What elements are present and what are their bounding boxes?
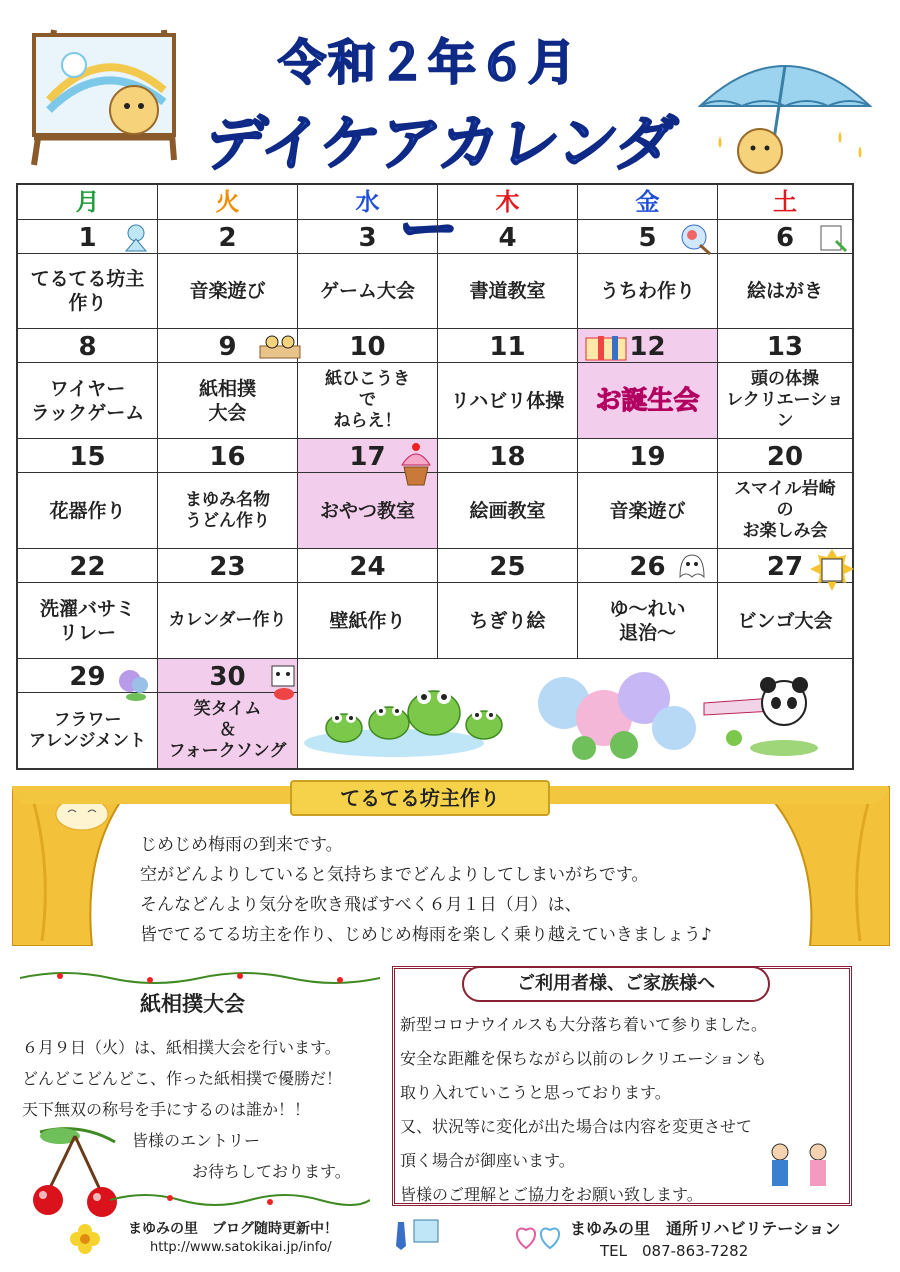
day-cell	[298, 220, 438, 329]
teruteru-icon	[118, 223, 154, 253]
day-event: 音楽遊び	[189, 280, 266, 302]
party-hat-icon	[584, 332, 630, 362]
weekday-wed: 水	[298, 185, 438, 219]
description-line: 皆でてるてる坊主を作り、じめじめ梅雨を楽しく乗り越えていきましょう♪	[140, 925, 712, 945]
day-event: 絵はがき	[746, 280, 823, 302]
day-cell	[438, 220, 578, 329]
description-line: どんどこどんどこ、作った紙相撲で優勝だ！	[22, 1069, 343, 1088]
day-number: 18	[438, 439, 577, 473]
day-event: 音楽遊び	[609, 499, 686, 522]
day-number: 10	[298, 329, 437, 363]
day-event: てるてる坊主 作り	[30, 268, 145, 314]
day-event: 紙相撲 大会	[198, 377, 256, 424]
blog-url-link[interactable]: http://www.satokikai.jp/info/	[150, 1240, 332, 1255]
gift-tie-icon	[392, 1216, 442, 1252]
notice-title: ご利用者様、ご家族様へ	[462, 966, 770, 1002]
day-event: 絵画教室	[469, 499, 546, 522]
day-event: ゲーム大会	[319, 280, 415, 302]
day-event: うちわ作り	[599, 280, 695, 302]
description-line: 皆様のエントリー	[132, 1131, 261, 1150]
day-number: 26	[578, 549, 717, 583]
description-line: ６月９日（火）は、紙相撲大会を行います。	[22, 1038, 341, 1057]
day-event: 洗濯バサミ リレー	[39, 597, 135, 644]
uchiwa-fan-icon	[678, 223, 712, 255]
day-number: 16	[158, 439, 297, 473]
notice-line: 皆様のご理解とご協力をお願い致します。	[400, 1185, 703, 1204]
description-line: お待ちしております。	[192, 1162, 351, 1181]
day-cell	[18, 439, 158, 549]
day-event: フラワー アレンジメント	[29, 709, 146, 751]
day-cell	[18, 329, 158, 439]
day-number: 8	[18, 329, 157, 363]
easel-painting-illustration	[14, 10, 184, 170]
day-number: 30	[158, 659, 297, 693]
day-event: 紙ひこうき で ねらえ！	[325, 369, 410, 431]
postcard-icon	[818, 223, 848, 253]
bingo-card-icon	[810, 549, 854, 591]
day-number: 23	[158, 549, 297, 583]
day-cell	[158, 549, 298, 659]
day-cell	[438, 439, 578, 549]
calendar-grid	[16, 183, 854, 770]
day-cell	[298, 329, 438, 439]
notice-line: 頂く場合が御座います。	[400, 1151, 575, 1170]
day-cell	[158, 439, 298, 549]
day-number: 11	[438, 329, 577, 363]
day-event: 書道教室	[469, 280, 546, 302]
sumo-section-title: 紙相撲大会	[140, 992, 245, 1016]
day-event: ビンゴ大会	[737, 609, 833, 632]
day-cell	[158, 220, 298, 329]
day-event: ワイヤー ラックゲーム	[30, 377, 145, 424]
description-line: じめじめ梅雨の到来です。	[140, 835, 343, 855]
day-cell	[718, 329, 852, 439]
day-cell	[298, 549, 438, 659]
facility-name: まゆみの里 通所リハビリテーション	[570, 1219, 841, 1238]
day-event: 壁紙作り	[329, 609, 406, 632]
day-number: 1	[18, 220, 157, 254]
day-number: 6	[718, 220, 852, 254]
hydrangea-icon	[114, 667, 154, 701]
weekday-thu: 木	[438, 185, 578, 219]
birthday-event: お誕生会	[595, 385, 700, 416]
day-number: 15	[18, 439, 157, 473]
day-number: 24	[298, 549, 437, 583]
description-line: 空がどんよりしていると気持ちまでどんよりしてしまいがちです。	[140, 865, 649, 885]
blog-notice: まゆみの里 ブログ随時更新中！	[128, 1221, 338, 1237]
cat-guitar-icon	[264, 662, 304, 702]
frogs-hydrangea-illustration	[304, 663, 848, 765]
umbrella-illustration	[690, 36, 880, 186]
day-number: 27	[718, 549, 852, 583]
day-number: 5	[578, 220, 717, 254]
weekday-mon: 月	[18, 185, 158, 219]
day-number: 19	[578, 439, 717, 473]
vine-decoration	[110, 1190, 370, 1210]
description-line: そんなどんより気分を吹き飛ばすべく６月１日（月）は、	[140, 895, 582, 915]
cupcake-icon	[396, 439, 436, 487]
day-cell	[438, 329, 578, 439]
day-number: 20	[718, 439, 852, 473]
day-number: 4	[438, 220, 577, 254]
phone-number: TEL 087-863-7282	[600, 1242, 749, 1260]
flower-icon	[68, 1222, 102, 1256]
day-number: 17	[298, 439, 437, 473]
hearts-logo-icon	[512, 1218, 564, 1254]
page-title: デイケアカレンダー	[200, 109, 681, 265]
day-number: 22	[18, 549, 157, 583]
sumo-ring-icon	[258, 332, 302, 360]
day-number: 3	[298, 220, 437, 254]
curtain-right	[760, 786, 890, 946]
notice-line: 安全な距離を保ちながら以前のレクリエーションも	[400, 1049, 767, 1068]
day-cell	[18, 549, 158, 659]
notice-line: 新型コロナウイルスも大分落ち着いて参りました。	[400, 1015, 768, 1034]
weekday-fri: 金	[578, 185, 718, 219]
day-event: 笑タイム ＆ フォークソング	[168, 699, 287, 761]
notice-line: 取り入れていこうと思っております。	[400, 1083, 671, 1102]
day-event: カレンダー作り	[168, 610, 287, 630]
day-event: 頭の体操 レクリエーション	[726, 369, 844, 431]
teruteru-description	[140, 830, 770, 950]
day-cell	[578, 439, 718, 549]
day-event: ちぎり絵	[469, 609, 546, 632]
weekday-tue: 火	[158, 185, 298, 219]
bowing-staff-illustration	[760, 1140, 840, 1200]
day-number: 2	[158, 220, 297, 254]
day-cell	[718, 439, 852, 549]
day-event: 花器作り	[49, 499, 126, 522]
notice-line: 又、状況等に変化が出た場合は内容を変更させて	[400, 1117, 753, 1136]
teruteru-section-title: てるてる坊主作り	[290, 780, 550, 816]
day-cell	[438, 549, 578, 659]
day-number: 13	[718, 329, 852, 363]
day-event: リハビリ体操	[450, 389, 565, 412]
day-number: 12	[578, 329, 717, 363]
day-number: 9	[158, 329, 297, 363]
day-event: スマイル岩崎 の お楽しみ会	[734, 479, 836, 541]
day-event: まゆみ名物 うどん作り	[185, 489, 270, 531]
day-number: 29	[18, 659, 157, 693]
description-line: 天下無双の称号を手にするのは誰か！！	[22, 1100, 311, 1119]
ghost-icon	[674, 551, 710, 581]
day-number: 25	[438, 549, 577, 583]
day-event: おやつ教室	[319, 499, 415, 522]
page-title-date: 令和２年６月	[277, 35, 578, 91]
curtain-left	[12, 786, 132, 946]
weekday-sat: 土	[773, 188, 797, 216]
vine-decoration	[20, 968, 380, 988]
day-event: ゆ～れい 退治～	[609, 597, 686, 644]
